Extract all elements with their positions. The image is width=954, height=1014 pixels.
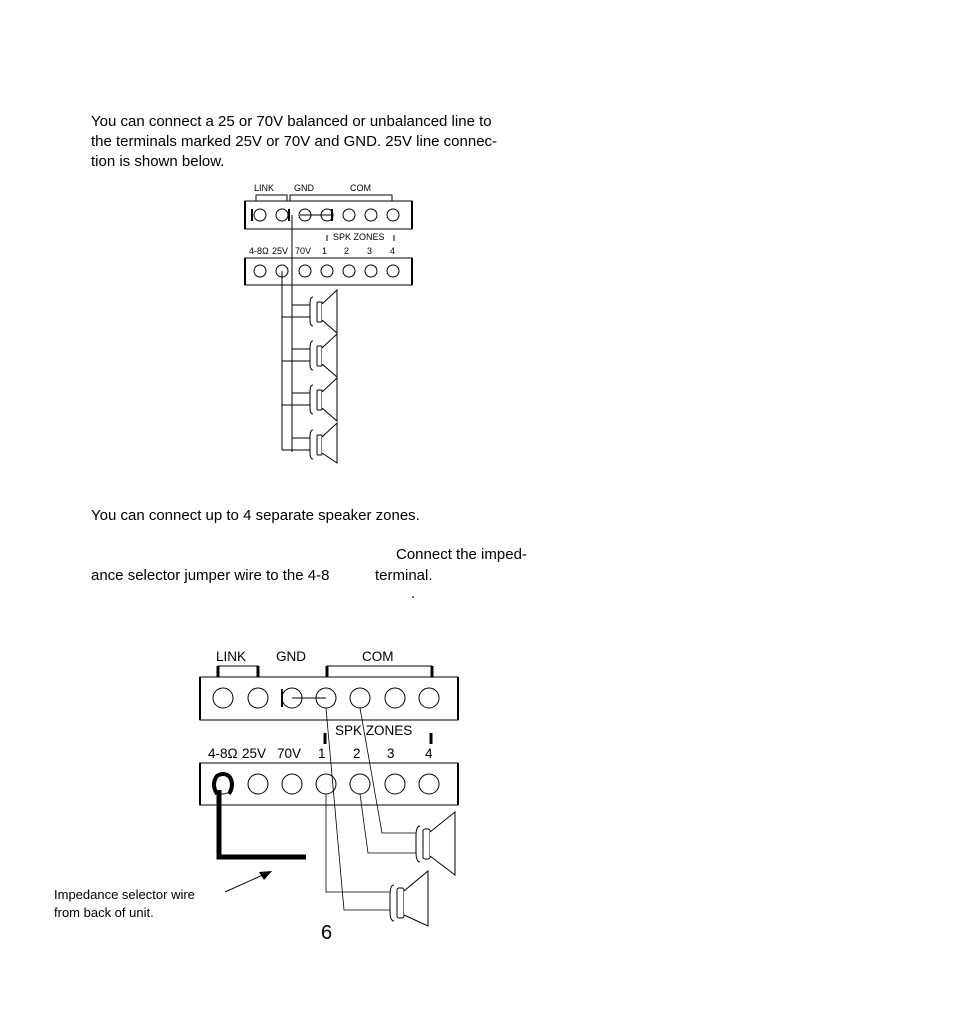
large-com-bracket <box>327 666 432 677</box>
small-label-25v: 25V <box>272 246 289 256</box>
small-label-1: 1 <box>322 246 328 256</box>
caption-line-1: Impedance selector wire <box>54 887 195 902</box>
small-label-2: 2 <box>344 246 350 256</box>
zones-paragraph: You can connect up to 4 separate speaker zones. <box>91 507 420 524</box>
small-label-70v: 70V <box>295 246 312 256</box>
wire-zone1-to-spk-b <box>326 794 392 892</box>
small-spk-zones-label: SPK ZONES <box>333 232 385 242</box>
small-com-bracket <box>290 195 392 201</box>
large-spk-zones-label: SPK ZONES <box>335 723 413 738</box>
large-speaker-a <box>416 812 455 875</box>
jumper-line-2b: terminal. <box>375 567 433 584</box>
small-label-4-8: 4-8Ω <box>249 246 269 256</box>
large-label-70v: 70V <box>277 746 302 761</box>
jumper-line-3: . <box>411 585 416 602</box>
intro-line-1: You can connect a 25 or 70V balanced or unbalanced line to <box>91 113 492 130</box>
caption-arrow <box>225 871 272 892</box>
impedance-wire-caption <box>54 886 195 922</box>
large-link-bracket <box>218 666 258 677</box>
large-speakers <box>390 812 455 926</box>
intro-line-3: tion is shown below. <box>91 153 225 170</box>
speaker-zones-diagram <box>200 649 458 926</box>
large-link-label: LINK <box>216 649 247 664</box>
large-label-4-8: 4-8Ω <box>208 746 238 761</box>
small-speaker-1 <box>310 290 337 333</box>
small-link-label: LINK <box>254 183 275 193</box>
page-number: 6 <box>321 922 333 944</box>
large-label-1: 1 <box>318 746 326 761</box>
large-label-4: 4 <box>425 746 433 761</box>
small-link-bracket <box>256 195 287 201</box>
intro-line-2: the terminals marked 25V or 70V and GND. 25V line connec- <box>91 133 498 150</box>
small-label-3: 3 <box>367 246 373 256</box>
small-speaker-3 <box>310 378 337 421</box>
caption-line-2: from back of unit. <box>54 905 154 920</box>
large-com-label: COM <box>362 649 394 664</box>
small-gnd-label: GND <box>294 183 314 193</box>
small-com-label: COM <box>350 183 371 193</box>
jumper-line-2: ance selector jumper wire to the 4-8 <box>91 567 330 584</box>
large-label-25v: 25V <box>242 746 267 761</box>
large-label-2: 2 <box>353 746 361 761</box>
small-speakers <box>310 290 337 463</box>
jumper-line-1: Connect the imped- <box>396 546 527 563</box>
large-label-3: 3 <box>387 746 395 761</box>
small-label-4: 4 <box>390 246 396 256</box>
small-speaker-4 <box>310 423 337 463</box>
large-gnd-label: GND <box>276 649 306 664</box>
wire-com-to-spk-b <box>326 708 392 910</box>
small-speaker-2 <box>310 334 337 377</box>
large-speaker-b <box>390 871 428 926</box>
